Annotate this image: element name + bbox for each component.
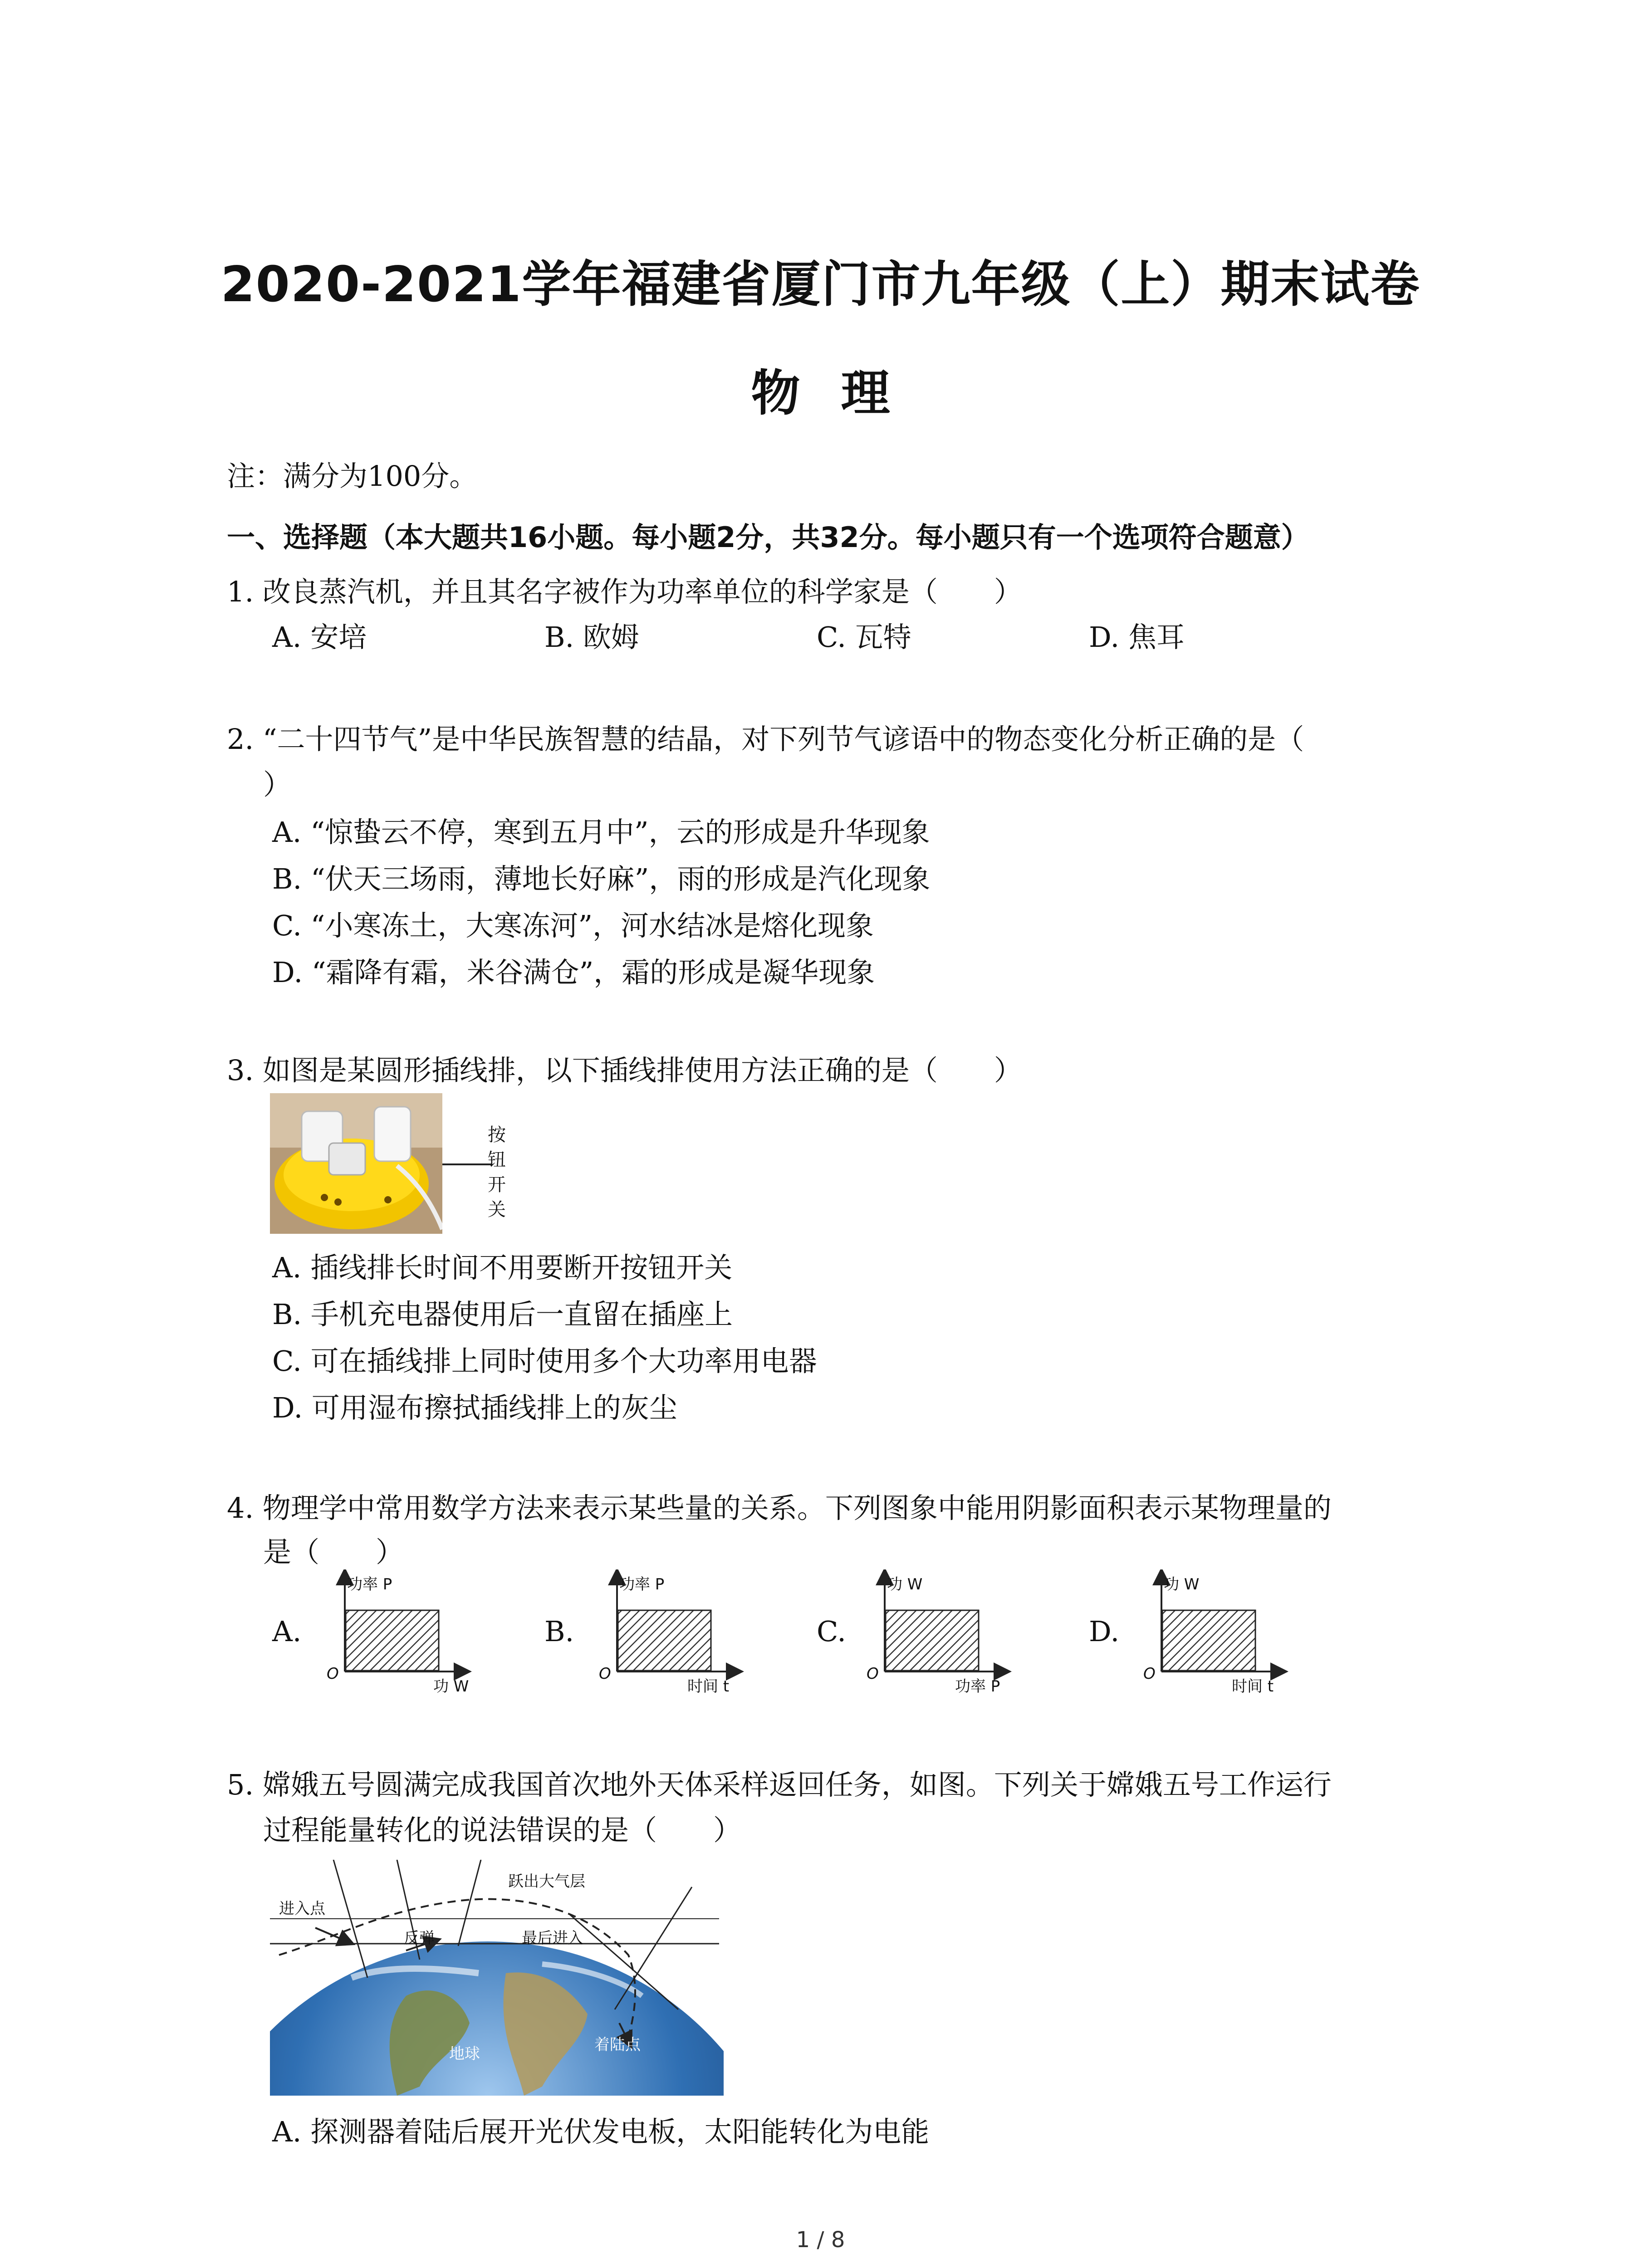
score-note: 注：满分为100分。: [227, 459, 478, 493]
reentry-landing-point-label: 着陆点: [594, 2036, 641, 2054]
q5-option-a: A. 探测器着陆后展开光伏发电板，太阳能转化为电能: [272, 2115, 930, 2148]
q4-option-b-label: B.: [544, 1615, 574, 1648]
q4-graph-c-xlabel: 功率 P: [955, 1677, 1000, 1696]
q3-option-c: C. 可在插线排上同时使用多个大功率用电器: [272, 1344, 817, 1378]
q1-option-c: C. 瓦特: [817, 621, 911, 654]
button-switch-pointer-line: [442, 1163, 492, 1165]
question-2-stem: 2. “二十四节气”是中华民族智慧的结晶，对下列节气谚语中的物态变化分析正确的是（: [227, 723, 1304, 756]
q4-graph-d-ylabel: 功 W: [1164, 1575, 1200, 1593]
q4-graph-d-origin: O: [1143, 1665, 1156, 1683]
power-strip-photo: [270, 1093, 442, 1234]
q1-option-b: B. 欧姆: [544, 621, 639, 654]
q2-option-c: C. “小寒冻土，大寒冻河”，河水结冰是熔化现象: [272, 909, 874, 942]
q4-graph-b-xlabel: 时间 t: [687, 1677, 730, 1696]
question-5-stem: 5. 嫦娥五号圆满完成我国首次地外天体采样返回任务，如图。下列关于嫦娥五号工作运行: [227, 1768, 1332, 1801]
earth-reentry-diagram: [270, 1860, 724, 2096]
q4-graph-d-xlabel: 时间 t: [1232, 1677, 1274, 1696]
q4-graph-c-origin: O: [867, 1665, 879, 1683]
page-title: 2020-2021学年福建省厦门市九年级（上）期末试卷: [220, 256, 1421, 313]
question-5-stem-cont: 过程能量转化的说法错误的是（ ）: [263, 1813, 742, 1847]
q4-graph-c-ylabel: 功 W: [887, 1575, 923, 1593]
q2-option-b: B. “伏天三场雨，薄地长好麻”，雨的形成是汽化现象: [272, 862, 931, 895]
button-switch-label-3: 开: [488, 1174, 506, 1195]
subject-title: 物理: [751, 365, 931, 422]
reentry-exit-atmosphere-label: 跃出大气层: [508, 1872, 585, 1891]
q3-option-d: D. 可用湿布擦拭插线排上的灰尘: [272, 1391, 677, 1424]
reentry-bounce-label: 反弹: [404, 1929, 435, 1947]
reentry-entry-point-label: 进入点: [279, 1900, 325, 1918]
q4-graph-b-ylabel: 功率 P: [619, 1575, 665, 1593]
q3-option-a: A. 插线排长时间不用要断开按钮开关: [272, 1251, 733, 1284]
q2-option-d: D. “霜降有霜，米谷满仓”，霜的形成是凝华现象: [272, 956, 875, 989]
q1-option-a: A. 安培: [272, 621, 367, 654]
q4-graph-b-origin: O: [599, 1665, 611, 1683]
q4-option-c-label: C.: [817, 1615, 846, 1648]
q4-graph-a-xlabel: 功 W: [433, 1677, 469, 1696]
q3-option-b: B. 手机充电器使用后一直留在插座上: [272, 1298, 733, 1331]
q4-option-d-label: D.: [1089, 1615, 1120, 1648]
question-4-stem-cont: 是（ ）: [263, 1535, 404, 1569]
button-switch-label-4: 关: [488, 1199, 506, 1220]
page-number: 1 / 8: [796, 2227, 845, 2253]
reentry-earth-label: 地球: [449, 2045, 480, 2063]
question-1-stem: 1. 改良蒸汽机，并且其名字被作为功率单位的科学家是（ ）: [227, 575, 1022, 608]
q1-option-d: D. 焦耳: [1089, 621, 1185, 654]
q4-option-a-label: A.: [272, 1615, 302, 1648]
q4-graph-a-ylabel: 功率 P: [347, 1575, 392, 1593]
question-3-stem: 3. 如图是某圆形插线排，以下插线排使用方法正确的是（ ）: [227, 1054, 1022, 1087]
button-switch-label-2: 钮: [488, 1149, 506, 1170]
button-switch-label-1: 按: [488, 1124, 506, 1145]
q2-option-a: A. “惊蛰云不停，寒到五月中”，云的形成是升华现象: [272, 816, 930, 849]
section-heading: 一、选择题（本大题共16小题。每小题2分，共32分。每小题只有一个选项符合题意）: [227, 521, 1309, 554]
reentry-final-entry-label: 最后进入: [522, 1929, 583, 1947]
question-4-stem: 4. 物理学中常用数学方法来表示某些量的关系。下列图象中能用阴影面积表示某物理量的: [227, 1491, 1332, 1525]
question-2-stem-cont: ）: [263, 768, 292, 801]
q4-graph-a-origin: O: [327, 1665, 339, 1683]
